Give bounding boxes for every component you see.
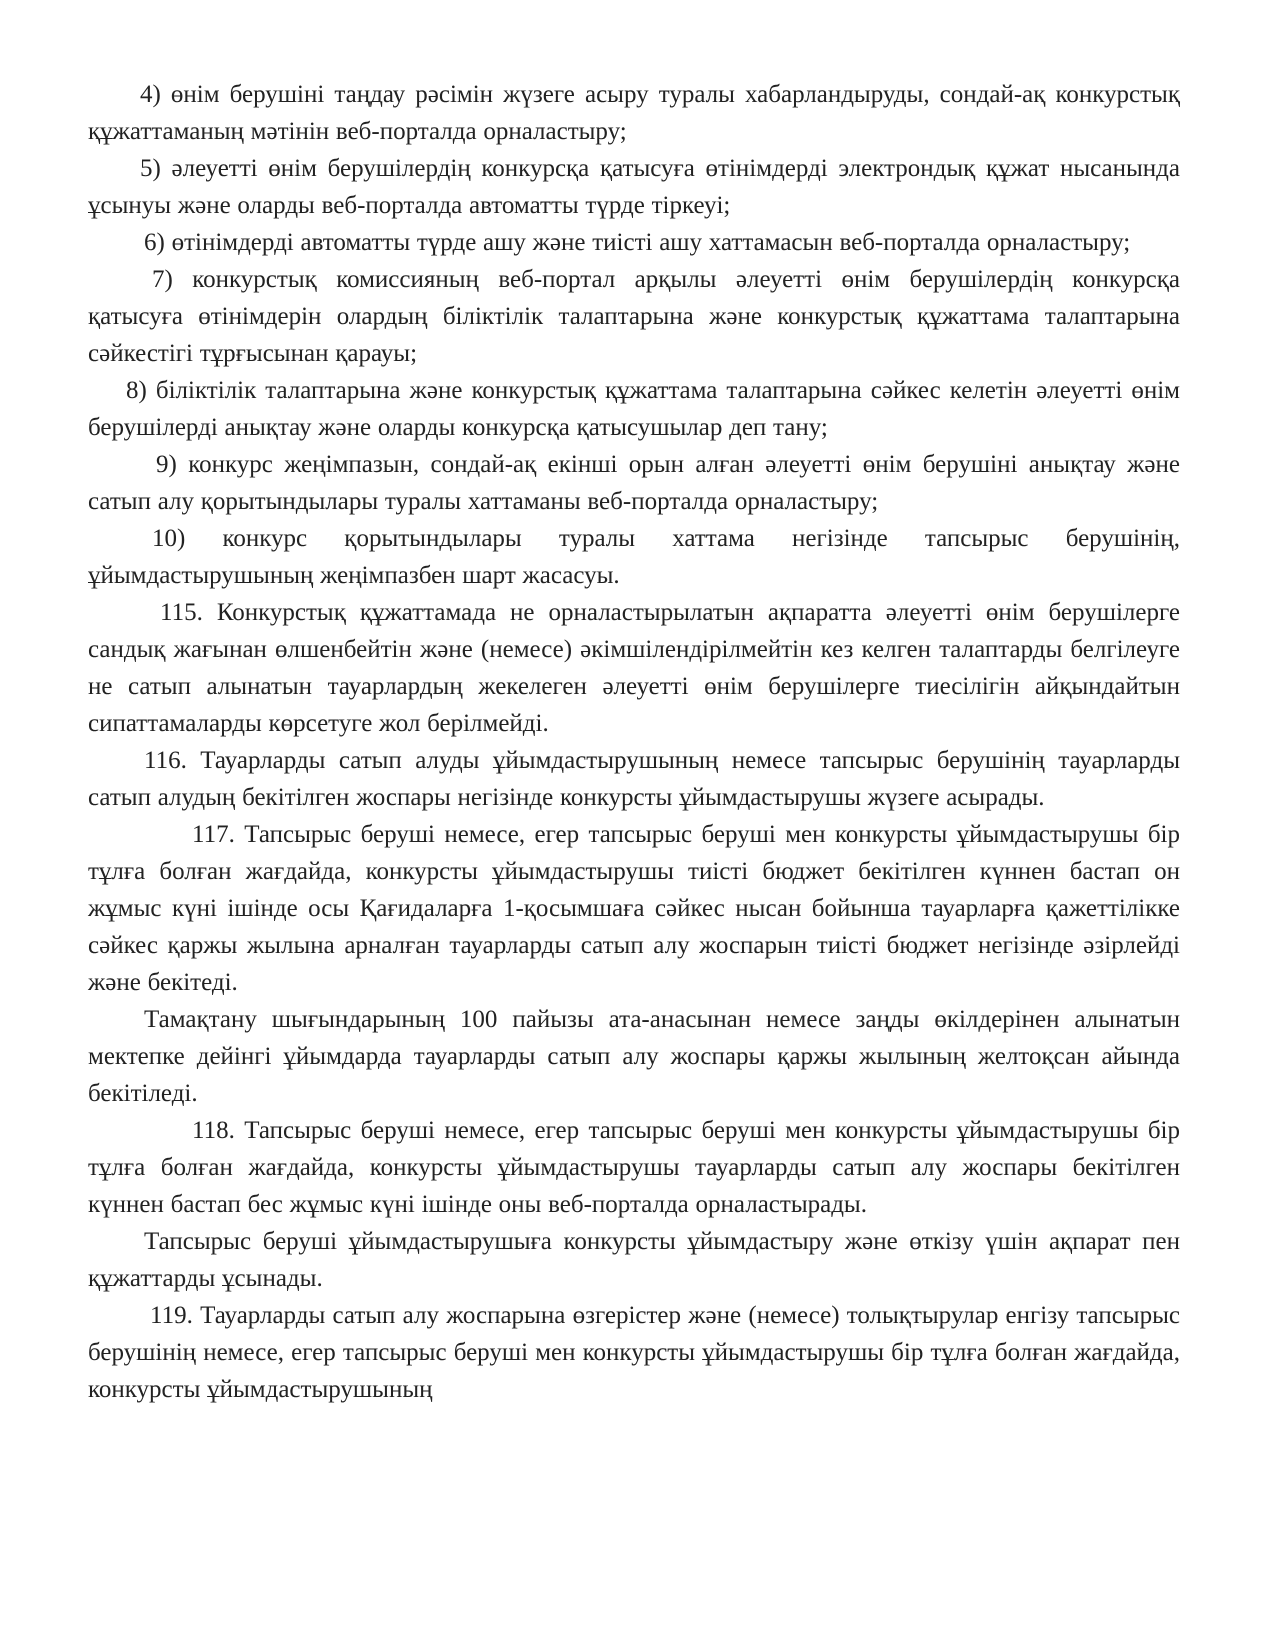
- paragraph-customer-provides: Тапсырыс беруші ұйымдастырушыға конкурсты ұйымдастыру және өткізу үшін ақпарат пен құжаттарды ұсынады.: [88, 1228, 1180, 1292]
- paragraph-food-costs: Тамақтану шығындарының 100 пайызы ата-анасынан немесе заңды өкілдерінен алынатын мектепке дейінгі ұйымдарда тауарларды сатып алу жоспары қаржы жылының желтоқсан айында бекітіледі.: [88, 1006, 1180, 1107]
- paragraph-item-9: 9) конкурс жеңімпазын, сондай-ақ екінші орын алған әлеуетті өнім берушіні анықтау және сатып алу қорытындылары туралы хаттаманы веб-порталда орналастыру;: [88, 451, 1180, 515]
- paragraph-clause-119: 119. Тауарларды сатып алу жоспарына өзгерістер және (немесе) толықтырулар енгізу тапсырыс берушінің немесе, егер тапсырыс беруші мен конкурсты ұйымдастырушы бір тұлға болған жағдайда, конкурсты ұйымдастырушының: [88, 1302, 1180, 1403]
- paragraph-item-8: 8) біліктілік талаптарына және конкурстық құжаттама талаптарына сәйкес келетін әлеуетті өнім берушілерді анықтау және оларды конкурсқа қатысушылар деп тану;: [88, 377, 1180, 441]
- paragraph-clause-116: 116. Тауарларды сатып алуды ұйымдастырушының немесе тапсырыс берушінің тауарларды сатып алудың бекітілген жоспары негізінде конкурсты ұйымдастырушы жүзеге асырады.: [88, 747, 1180, 811]
- paragraph-clause-117: 117. Тапсырыс беруші немесе, егер тапсырыс беруші мен конкурсты ұйымдастырушы бір тұлға болған жағдайда, конкурсты ұйымдастырушы тиісті бюджет бекітілген күннен бастап он жұмыс күні ішінде осы Қағидаларға 1-қосымшаға сәйкес нысан бойынша тауарларға қажеттілікке сәйкес қаржы жылына арналған тауарларды сатып алу жоспарын тиісті бюджет негізінде әзірлейді және бекітеді.: [88, 821, 1180, 996]
- paragraph-clause-115: 115. Конкурстық құжаттамада не орналастырылатын ақпаратта әлеуетті өнім берушілерге сандық жағынан өлшенбейтін және (немесе) әкімшілендірілмейтін кез келген талаптарды белгілеуге не сатып алынатын тауарлардың жекелеген әлеуетті өнім берушілерге тиесілігін айқындайтын сипаттамаларды көрсетуге жол берілмейді.: [88, 599, 1180, 737]
- paragraph-item-4: 4) өнім берушіні таңдау рәсімін жүзеге асыру туралы хабарландыруды, сондай-ақ конкурстық құжаттаманың мәтінін веб-порталда орналастыру;: [88, 81, 1180, 145]
- paragraph-item-5: 5) әлеуетті өнім берушілердің конкурсқа қатысуға өтінімдерді электрондық құжат нысанында ұсынуы және оларды веб-порталда автоматты түрде тіркеуі;: [88, 155, 1180, 219]
- paragraph-item-7: 7) конкурстық комиссияның веб-портал арқылы әлеуетті өнім берушілердің конкурсқа қатысуға өтінімдерін олардың біліктілік талаптарына және конкурстық құжаттама талаптарына сәйкестігі тұрғысынан қарауы;: [88, 266, 1180, 367]
- paragraph-item-6: 6) өтінімдерді автоматты түрде ашу және тиісті ашу хаттамасын веб-порталда орналастыру;: [144, 229, 1131, 256]
- paragraph-clause-118: 118. Тапсырыс беруші немесе, егер тапсырыс беруші мен конкурсты ұйымдастырушы бір тұлға болған жағдайда, конкурсты ұйымдастырушы тауарларды сатып алу жоспары бекітілген күннен бастап бес жұмыс күні ішінде оны веб-порталда орналастырады.: [88, 1117, 1180, 1218]
- document-body: [88, 76, 1180, 1408]
- paragraph-item-10: 10) конкурс қорытындылары туралы хаттама негізінде тапсырыс берушінің, ұйымдастырушының жеңімпазбен шарт жасасуы.: [88, 525, 1180, 589]
